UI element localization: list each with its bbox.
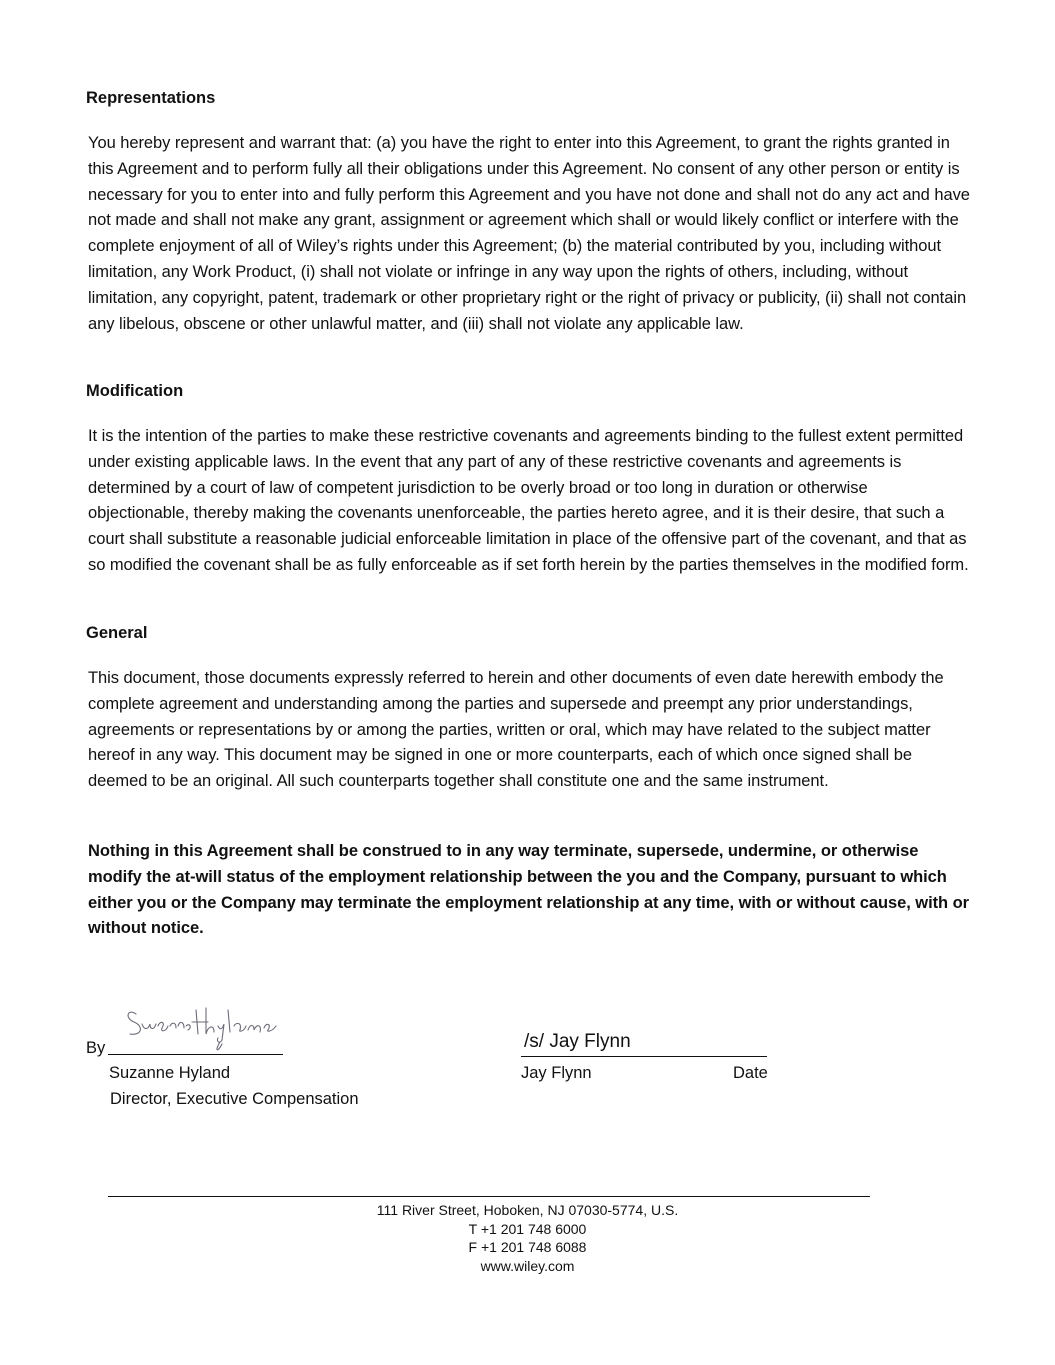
footer-fax: F +1 201 748 6088	[468, 1239, 587, 1256]
signature-line-right	[521, 1056, 767, 1057]
modification-heading: Modification	[86, 382, 184, 400]
representations-heading: Representations	[86, 89, 216, 107]
general-heading: General	[86, 624, 148, 642]
signer-name-left: Suzanne Hyland	[109, 1064, 231, 1082]
footer-divider	[108, 1196, 870, 1197]
by-label: By	[86, 1039, 106, 1057]
representations-body: You hereby represent and warrant that: (a) you have the right to enter into this Agreement, to grant the rights granted in this Agreement and to perform fully all their obligations under this Agreement. No consent of any other person or entity is necessary for you to enter into and fully perform this Agreement and you have not done and shall not do any act and have not made and shall not make any grant, assignment or agreement which shall or would likely conflict or interfere with the complete enjoyment of all of Wiley’s rights under this Agreement; (b) the material contributed by you, including without limitation, any Work Product, (i) shall not violate or infringe in any way upon the rights of others, including, without limitation, any copyright, patent, trademark or other proprietary right or the right of privacy or publicity, (ii) shall not contain any libelous, obscene or other unlawful matter, and (iii) shall not violate any applicable law.	[88, 134, 970, 333]
date-label: Date	[733, 1064, 768, 1082]
signer-title-left: Director, Executive Compensation	[110, 1090, 359, 1108]
signature-line-left	[108, 1054, 283, 1055]
signer-name-right: Jay Flynn	[521, 1064, 592, 1082]
footer-phone: T +1 201 748 6000	[468, 1220, 587, 1237]
handwritten-signature	[122, 1000, 287, 1055]
footer	[0, 1201, 1055, 1276]
modification-body: It is the intention of the parties to make these restrictive covenants and agreements binding to the fullest extent permitted under existing applicable laws. In the event that any part of any of these restrictive covenants and agreements is determined by a court of law of competent jurisdiction to be overly broad or too long in duration or otherwise objectionable, thereby making the covenants unenforceable, the parties hereto agree, and it is their desire, that such a court shall substitute a reasonable judicial enforceable limitation in place of the offensive part of the covenant, and that as so modified the covenant shall be as fully enforceable as if set forth herein by the parties themselves in the modified form.	[88, 427, 969, 574]
footer-website: www.wiley.com	[480, 1258, 575, 1275]
general-body: This document, those documents expressly referred to herein and other documents of even date herewith embody the complete agreement and understanding among the parties and supersede and preempt any prior understandings, agreements or representations by or among the parties, written or oral, which may have related to the subject matter hereof in any way. This document may be signed in one or more counterparts, each of which once signed shall be deemed to be an original. All such counterparts together shall constitute one and the same instrument.	[88, 669, 944, 791]
electronic-signature: /s/ Jay Flynn	[524, 1031, 631, 1052]
footer-address: 111 River Street, Hoboken, NJ 07030-5774, U.S.	[376, 1202, 679, 1218]
at-will-notice: Nothing in this Agreement shall be construed to in any way terminate, supersede, undermine, or otherwise modify the at-will status of the employment relationship between the you and the Company, pursuant to which either you or the Company may terminate the employment relationship at any time, with or without cause, with or without notice.	[88, 842, 970, 938]
